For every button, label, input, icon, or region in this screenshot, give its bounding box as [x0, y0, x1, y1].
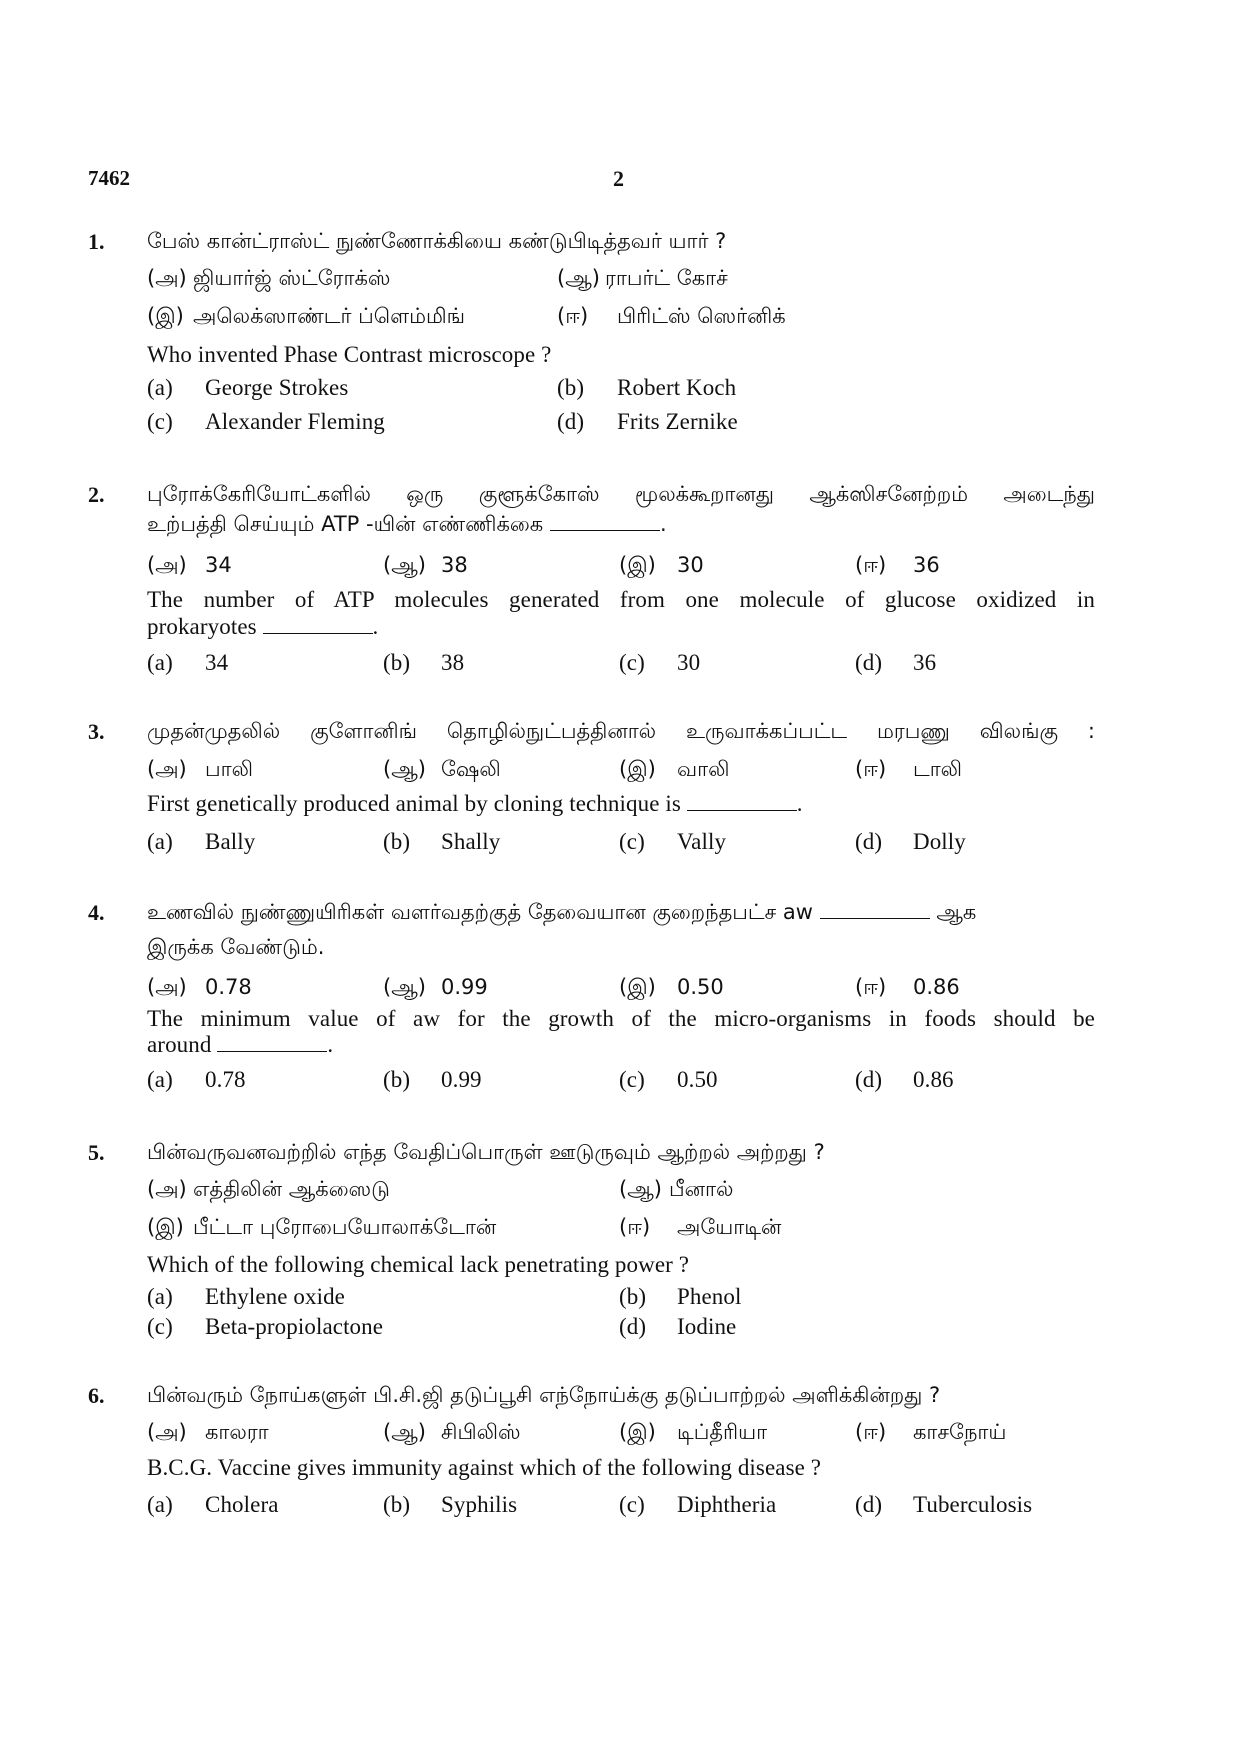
- question-text-tamil-line1: உணவில் நுண்ணுயிரிகள் வளர்வதற்குத் தேவையான குறைந்தபட்ச aw ஆக: [147, 900, 977, 924]
- question-text-english-line1: The minimum value of aw for the growth of the micro-organisms in foods should be: [147, 1006, 1095, 1031]
- answer-blank: [263, 615, 373, 634]
- header-code: 7462: [88, 166, 130, 190]
- question-text-tamil: பின்வரும் நோய்களுள் பி.சி.ஜி தடுப்பூசி எந்நோய்க்கு தடுப்பாற்றல் அளிக்கின்றது ?: [147, 1383, 941, 1407]
- answer-blank: [550, 512, 660, 531]
- answer-blank: [217, 1033, 327, 1052]
- question-number: 1.: [88, 229, 105, 254]
- question-text-english-line1: The number of ATP molecules generated from one molecule of glucose oxidized in: [147, 587, 1095, 612]
- page-number: 2: [613, 166, 624, 191]
- answer-blank: [820, 900, 930, 919]
- question-number: 4.: [88, 900, 105, 925]
- question-text-english: First genetically produced animal by cloning technique is .: [147, 791, 803, 816]
- question-text-tamil: பின்வருவனவற்றில் எந்த வேதிப்பொருள் ஊடுருவும் ஆற்றல் அற்றது ?: [147, 1140, 825, 1164]
- answer-blank: [687, 792, 797, 811]
- question-text-tamil: பேஸ் கான்ட்ராஸ்ட் நுண்ணோக்கியை கண்டுபிடித்தவர் யார் ?: [147, 229, 727, 253]
- question-text-tamil: முதன்முதலில் குளோனிங் தொழில்நுட்பத்தினால் உருவாக்கப்பட்ட மரபணு விலங்கு :: [147, 719, 1095, 743]
- question-number: 5.: [88, 1140, 105, 1165]
- question-number: 2.: [88, 482, 105, 507]
- question-text-english: Who invented Phase Contrast microscope ?: [147, 342, 552, 367]
- question-text-tamil-line2: உற்பத்தி செய்யும் ATP -யின் எண்ணிக்கை .: [147, 512, 667, 536]
- question-text-tamil-line1: புரோக்கேரியோட்களில் ஒரு குளூக்கோஸ் மூலக்கூறானது ஆக்ஸிசனேற்றம் அடைந்து: [147, 482, 1095, 506]
- question-text-english-line2: around .: [147, 1032, 334, 1057]
- question-number: 3.: [88, 719, 105, 744]
- question-text-english-line2: prokaryotes .: [147, 614, 379, 639]
- question-number: 6.: [88, 1383, 105, 1408]
- question-text-english: B.C.G. Vaccine gives immunity against which of the following disease ?: [147, 1455, 822, 1480]
- question-text-english: Which of the following chemical lack penetrating power ?: [147, 1252, 690, 1277]
- question-text-tamil-line2: இருக்க வேண்டும்.: [147, 935, 325, 959]
